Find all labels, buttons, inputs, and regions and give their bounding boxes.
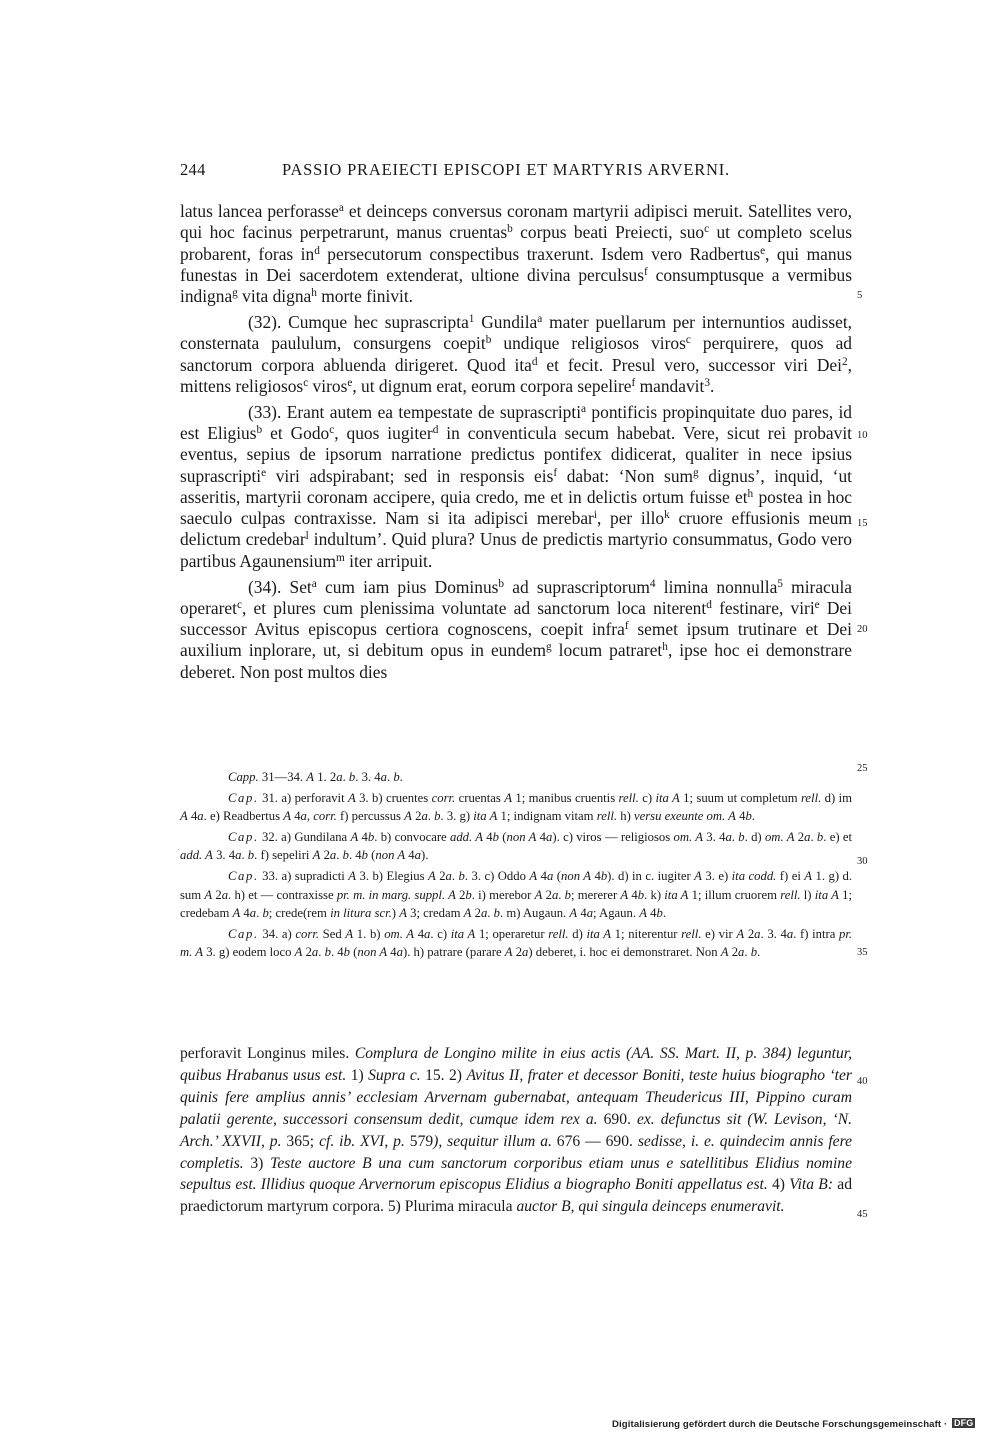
italic-text: a [546, 829, 553, 844]
footnote-marker: e [760, 244, 766, 257]
italic-text: A [350, 829, 359, 844]
italic-text: rell. [618, 790, 639, 805]
italic-text: ), sequitur illum a. [433, 1132, 552, 1150]
italic-text: a [754, 926, 761, 941]
italic-text: A [804, 868, 813, 883]
line-number: 10 [857, 430, 868, 441]
footnote-marker: l [305, 530, 309, 543]
italic-text: A [736, 926, 745, 941]
italic-text: ita A [450, 926, 476, 941]
italic-text: b [656, 906, 663, 921]
line-number: 40 [857, 1076, 868, 1087]
italic-text: non A [561, 868, 592, 883]
italic-text: Avitus II, frater et decessor Boniti, teste huius biographo ‘ter quinis fere amplius annis’ ecclesiam Arvernam gubernabat, antequam Theudericus III, Pippino curam palatii gerente, successori consensum dedit, cumque idem rex a. [180, 1066, 852, 1128]
italic-text: auctor B, qui singula deinceps enumeravit. [516, 1198, 785, 1216]
commentary-notes [180, 1043, 852, 1218]
footnote-marker: f [644, 265, 648, 278]
footnote-marker: c [704, 223, 710, 236]
italic-text: b [324, 945, 331, 960]
footnote-marker: e [261, 466, 267, 479]
footnote-marker: m [336, 551, 345, 564]
italic-text: a [221, 887, 229, 902]
italic-text: A [306, 770, 315, 784]
footnote-marker: h [662, 641, 668, 654]
italic-text: b [465, 887, 472, 902]
line-number: 30 [857, 856, 868, 867]
italic-text: a [336, 770, 343, 784]
italic-text: b [600, 868, 608, 883]
italic-text: b [492, 829, 499, 844]
footnote-marker: h [747, 487, 754, 500]
footnote-marker: a [581, 402, 587, 415]
italic-text: Cap. [228, 829, 259, 844]
footnote-marker: 2 [841, 355, 848, 368]
italic-text: Cap. [228, 926, 259, 941]
credit-text: Digitalisierung gefördert durch die Deutsche Forschungsgemeinschaft · [612, 1419, 948, 1430]
italic-text: Supra c. [368, 1066, 421, 1084]
italic-text: a [522, 945, 529, 960]
italic-text: b [738, 829, 745, 844]
apparatus-entry: Cap. 32. a) Gundilana A 4b. b) convocare add. A 4b (non A 4a). c) viros — religiosos om. A 3. 4a. b. d) om. A 2a. b. e) et add. A 3. 4a. b. f) sepeliri A 2a. b. 4b (non A 4a). [180, 829, 853, 863]
main-paragraph: latus lancea perforasse$^a$ et deinceps conversus coronam martyrii adipisci meruit. Satellites vero, qui hoc facinus perpetrarunt, manus cruentas$^b$ corpus beati Preiecti, suo$^c$ ut completo scelus probarent, foras $in^d$ persecutorum conspectibus traxerunt. Isdem vero Radbertus$^e$, qui manus funestas in Dei sacerdotem extenderat, ultione divina perculsus$^f$ consumptusque a vermibus indigna$^g$ vita digna$^h$ morte finivit. [180, 201, 852, 307]
footnote-marker: g [232, 286, 238, 299]
italic-text: A [283, 809, 292, 824]
italic-text: a [551, 887, 559, 902]
italic-text: A [427, 868, 436, 883]
footnote-marker: f [553, 466, 558, 479]
footnote-marker: b [485, 334, 492, 347]
italic-text: b [343, 945, 350, 960]
italic-text: A [504, 790, 512, 805]
italic-text: b [348, 770, 356, 784]
italic-text: A [620, 887, 629, 902]
apparatus-entry: Cap. 34. a) corr. Sed A 1. b) om. A 4a. c) ita A 1; operaretur rell. d) ita A 1; niterentur rell. e) vir A 2a. 3. 4a. f) intra pr. m. A 3. g) eodem loco A 2a. b. 4b (non A 4a). h) patrare (parare A 2a) deberet, i. hoc ei demonstraret. Non A 2a. b. [180, 926, 853, 960]
footnote-marker: g [693, 466, 699, 479]
italic-text: a [329, 848, 337, 863]
italic-text: om. A [764, 829, 795, 844]
footnote-marker: 4 [649, 577, 656, 590]
italic-text: add. A [449, 829, 484, 844]
italic-text: a [586, 906, 594, 921]
italic-text: corr. [313, 809, 337, 824]
footnote-marker: h [311, 286, 317, 299]
apparatus-entry: Cap. 31. a) perforavit A 3. b) cruentes corr. cruentas A 1; manibus cruentis rell. c) ita A 1; suum ut completum rell. d) im A 4a. e) Readbertus A 4a, corr. f) percussus A 2a. b. 3. g) ita A 1; indignam vitam rell. h) versu exeunte om. A 4b. [180, 790, 852, 824]
footnote-marker: e [814, 598, 820, 611]
italic-text: Cap. [228, 868, 259, 883]
dfg-logo: DFG [954, 1418, 974, 1428]
italic-text: ita A [586, 926, 612, 941]
italic-text: b [247, 848, 255, 863]
italic-text: non A [375, 848, 406, 863]
italic-text: in litura scr. [330, 906, 392, 921]
footnote-marker: d [531, 355, 538, 368]
italic-text: b [342, 848, 349, 863]
italic-text: cf. ib. XVI, p. [319, 1132, 405, 1150]
italic-text: A [694, 868, 702, 883]
italic-text: A [180, 809, 188, 824]
italic-text: a [380, 770, 387, 784]
page-number: 244 [180, 160, 206, 179]
italic-text: non A [357, 945, 388, 960]
footnote-marker: d [314, 244, 320, 257]
line-number: 15 [857, 518, 868, 529]
italic-text: pr. m. in marg. suppl. A [336, 887, 456, 902]
italic-text: ex. defunctus sit (W. Levison, ‘N. Arch.’ XXVII, p. [180, 1110, 853, 1150]
line-number: 35 [857, 947, 868, 958]
italic-text: ita A [655, 790, 680, 805]
main-text [180, 201, 852, 688]
italic-text: rell. [596, 809, 618, 824]
footnote-marker: i [593, 508, 597, 521]
italic-text: A [720, 945, 729, 960]
italic-text: non A [506, 829, 537, 844]
italic-text: Cap. [228, 790, 259, 805]
italic-text: corr. [295, 926, 320, 941]
footnote-marker: c [329, 423, 335, 436]
italic-text: a [396, 945, 403, 960]
footnote-marker: b [507, 223, 513, 236]
main-paragraph: (32). Cumque hec suprascripta$^1$ Gundila$^a$ mater puellarum per internuntios audisset, consternata paululum, consurgens coepit$^b$ undique religiosos viros$^c$ perquirere, quos ad sanctorum corpora abluenda dirigeret. Quod ita$^d$ et fecit. Presul vero, successor viri Dei$^2$, mittens religiosos$^c$ viros$^e$, ut dignum erat, eorum corpora sepelire$^f$ mandavit$^3$. [180, 311, 853, 396]
footnote-marker: a [338, 201, 344, 214]
footnote-marker: 5 [777, 577, 783, 590]
italic-text: b [564, 887, 572, 902]
apparatus-entry: Cap. 33. a) supradicti A 3. b) Elegius A 2a. b. 3. c) Oddo A 4a (non A 4b). d) in c. iugiter A 3. e) ita codd. f) ei A 1. g) d. sum A 2a. h) et — contraxisse pr. m. in marg. suppl. A 2b. i) merebor A 2a. b; mererer A 4b. k) ita A 1; illum cruorem rell. l) ita A 1; credebam A 4a. b; crede(rem in litura scr.) A 3; credam A 2a. b. m) Augaun. A 4a; Agaun. A 4b. [180, 868, 853, 921]
italic-text: Capp. [228, 770, 259, 784]
italic-text: b [493, 906, 500, 921]
italic-text: a [197, 809, 204, 824]
italic-text: a [546, 868, 554, 883]
footnote-marker: 3 [704, 376, 710, 389]
italic-text: A [345, 926, 354, 941]
italic-text: ita A [814, 887, 839, 902]
italic-text: a [300, 809, 307, 824]
italic-text: a [235, 848, 242, 863]
line-number: 25 [857, 763, 868, 774]
footnote-marker: g [546, 641, 552, 654]
italic-text: a [249, 906, 257, 921]
footnote-marker: c [236, 598, 242, 611]
italic-text: a [725, 829, 732, 844]
italic-text: A [348, 868, 357, 883]
italic-text: A [404, 809, 412, 824]
italic-text: b [745, 809, 752, 824]
footnote-marker: e [347, 376, 353, 389]
page-header [180, 160, 860, 184]
main-paragraph: (33). Erant autem ea tempestate de suprascripti$^a$ pontificis propinquitate duo pares, id est Eligius$^b$ et Godo$^c$, quos iugiter$^d$ in conventicula secum habebat. Vere, sicut rei probavit eventus, sepius de ipsorum narratione predictus pontifex didicerat, qualiter in nece ipsius suprascripti$^e$ viri adspirabant; sed in responsis eis$^f$ dabat: ‘Non sum$^g$ dignus’, inquid, ‘ut asseritis, martyrii coronam accipere, quia credo, me et in delictis ortum fuisse $et^h$ postea in hoc saeculo culpas contraxisse. Nam si ita adipisci merebar$^i$, per illo$^k$ cruore effusionis meum delictum credebar$^l$ indultum’. Quid plura? Unus de predictis martyrio consummatus, Godo vero partibus Agaunensium$^m$ iter arripuit. [180, 401, 853, 571]
italic-text: om. A [673, 829, 703, 844]
italic-text: b [637, 887, 645, 902]
italic-text: A [232, 906, 241, 921]
italic-text: A [639, 906, 647, 921]
italic-text: A [312, 848, 321, 863]
footnote-marker: f [624, 619, 629, 632]
italic-text: A [569, 906, 578, 921]
main-paragraph: (34). Set$^a$ cum iam pius Dominus$^b$ ad suprascriptorum$^4$ limina nonnulla$^5$ miracula operaret$^c$, et plures cum plenissima voluntate ad sanctorum loca niterent$^d$ festinare, viri$^e$ Dei successor Avitus episcopus certiora cognoscens, coepit infra$^f$ semet ipsum trutinare et Dei auxilium inplorare, ut, si debitum opus in eundem$^g$ locum patraret$^h$, ipse hoc ei demonstrare deberet. Non post multos dies [180, 576, 852, 682]
italic-text: ita A [664, 887, 689, 902]
footnote-marker: c [685, 334, 691, 347]
italic-text: a [738, 945, 745, 960]
italic-text: a [804, 829, 811, 844]
digitization-credit [612, 1418, 975, 1430]
italic-text: A [504, 945, 513, 960]
italic-text: a [421, 809, 428, 824]
italic-text: om. A [384, 926, 415, 941]
footnote-marker: c [303, 376, 309, 389]
italic-text: rell. [548, 926, 569, 941]
italic-text: sedisse, i. e. quindecim annis fere completis. [180, 1132, 852, 1172]
italic-text: A [399, 906, 407, 921]
italic-text: A [294, 945, 303, 960]
critical-apparatus [180, 768, 852, 964]
line-number: 5 [857, 290, 863, 301]
italic-text: Complura de Longino milite in eius actis (AA. SS. Mart. II, p. 384) leguntur, quibus Hrabanus usus est. [180, 1045, 852, 1084]
italic-text: b [816, 829, 824, 844]
italic-text: b [458, 868, 465, 883]
italic-text: ita A [473, 809, 498, 824]
italic-text: a [480, 906, 488, 921]
footnote-marker: a [537, 312, 543, 325]
italic-text: A [529, 868, 538, 883]
italic-text: a [445, 868, 452, 883]
footnote-marker: d [432, 423, 439, 436]
italic-text: b [361, 848, 368, 863]
italic-text: Teste auctore B una cum sanctorum corporibus etiam unus e satellitibus Elidius nomine sepultus est. Illidius quoque Arvernorum episcopus Elidius a biographo Boniti appellatus est. [180, 1154, 852, 1194]
italic-text: a [786, 926, 794, 941]
apparatus-head: Capp. 31—34. A 1. 2a. b. 3. 4a. b. [228, 770, 403, 784]
italic-text: rell. [780, 887, 801, 902]
footnote-marker: f [631, 376, 636, 389]
italic-text: A [347, 790, 356, 805]
italic-text: add. A [180, 848, 213, 863]
line-number: 45 [857, 1209, 868, 1220]
italic-text: a [414, 848, 421, 863]
italic-text: b [393, 770, 400, 784]
footnote-marker: 1 [468, 312, 475, 325]
italic-text: b [367, 829, 375, 844]
footnote-marker: d [706, 598, 712, 611]
italic-text: rell. [800, 790, 822, 805]
italic-text: A [463, 906, 472, 921]
italic-text: Vita B: [789, 1176, 834, 1194]
italic-text: a [424, 926, 431, 941]
footnote-marker: b [498, 577, 505, 590]
line-number: 20 [857, 624, 868, 635]
italic-text: versu exeunte om. A [633, 809, 736, 824]
italic-text: rell. [681, 926, 702, 941]
commentary-paragraph: perforavit Longinus miles. Complura de Longino milite in eius actis (AA. SS. Mart. II, p. 384) leguntur, quibus Hrabanus usus est. 1) Supra c. 15. 2) Avitus II, frater et decessor Boniti, teste huius biographo ‘ter quinis fere amplius annis’ ecclesiam Arvernam gubernabat, antequam Theudericus III, Pippino curam palatii gerente, successori consensum dedit, cumque idem rex a. 690. ex. defunctus sit (W. Levison, ‘N. Arch.’ XXVII, p. 365; cf. ib. XVI, p. 579), sequitur illum a. 676 — 690. sedisse, i. e. quindecim annis fere completis. 3) Teste auctore B una cum sanctorum corporibus etiam unus e satellitibus Elidius nomine sepultus est. Illidius quoque Arvernorum episcopus Elidius a biographo Boniti appellatus est. 4) Vita B: ad praedictorum martyrum corpora. 5) Plurima miracula auctor B, qui singula deinceps enumeravit. [180, 1045, 853, 1216]
italic-text: A [204, 887, 213, 902]
italic-text: ita codd. [731, 868, 777, 883]
italic-text: A [534, 887, 543, 902]
footnote-marker: b [256, 423, 263, 436]
italic-text: a [311, 945, 319, 960]
italic-text: corr. [431, 790, 456, 805]
italic-text: b [750, 945, 758, 960]
italic-text: pr. m. A [180, 926, 853, 960]
footnote-marker: k [664, 508, 670, 521]
italic-text: b [262, 906, 269, 921]
footnote-marker: a [311, 577, 317, 590]
italic-text: b [434, 809, 441, 824]
running-title: PASSIO PRAEIECTI EPISCOPI ET MARTYRIS ARVERNI. [282, 160, 730, 179]
